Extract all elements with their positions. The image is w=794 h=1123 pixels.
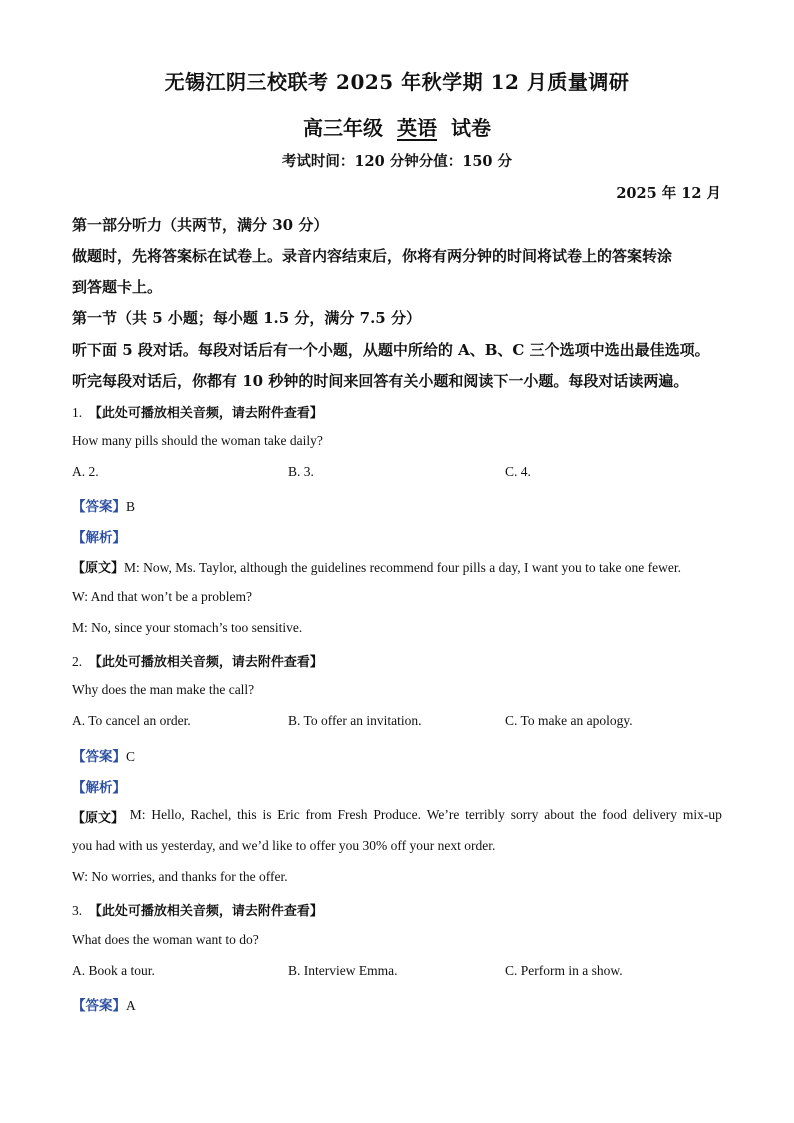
question-3-option-b: B. Interview Emma.: [288, 963, 398, 978]
question-2-analysis: [72, 776, 126, 796]
original-word: Produce.: [373, 807, 421, 822]
part1-heading: 第一部分听力（共两节，满分 30 分）: [72, 216, 329, 234]
question-1-line-3: M: No, since your stomach’s too sensitive.: [72, 620, 303, 635]
question-3-option-a: A. Book a tour.: [72, 963, 155, 978]
answer-tag: 【答案】: [72, 998, 126, 1014]
question-3-option-c: C. Perform in a show.: [505, 963, 623, 978]
original-word: We’re: [426, 807, 460, 822]
original-word: Fresh: [337, 807, 368, 822]
question-1-analysis: [72, 526, 126, 546]
question-1-original: [72, 557, 681, 576]
original-tag: 【原文】: [72, 811, 125, 826]
original-word: delivery: [632, 807, 678, 822]
original-word: this: [237, 807, 257, 822]
question-2-text: Why does the man make the call?: [72, 682, 255, 697]
section1-heading: 第一节（共 5 小题；每小题 1.5 分，满分 7.5 分）: [72, 309, 421, 327]
question-2-option-b: B. To offer an invitation.: [288, 713, 422, 728]
audio-note: 【此处可播放相关音频，请去附件查看】: [88, 904, 323, 919]
original-word: Hello,: [151, 807, 185, 822]
original-word: about: [544, 807, 575, 822]
question-1-header: [72, 402, 323, 421]
original-word: is: [262, 807, 272, 822]
original-word: food: [602, 807, 628, 822]
question-number: 2.: [72, 654, 83, 669]
original-word: terribly: [465, 807, 505, 822]
question-2-original: [72, 807, 722, 826]
question-2-option-c: C. To make an apology.: [505, 713, 633, 728]
question-2-answer: [72, 745, 135, 765]
analysis-tag: 【解析】: [72, 780, 126, 796]
question-3-answer: [72, 994, 136, 1014]
question-number: 3.: [72, 903, 83, 918]
answer-tag: 【答案】: [72, 749, 126, 765]
section1-instruction-line1: 听下面 5 段对话。每段对话后有一个小题，从题中所给的 A、B、C 三个选项中选出最佳选项。: [72, 341, 710, 359]
audio-note: 【此处可播放相关音频，请去附件查看】: [88, 406, 323, 421]
question-2-header: [72, 651, 323, 670]
question-1-text: How many pills should the woman take daily?: [72, 433, 323, 448]
exam-title: 无锡江阴三校联考 2025 年秋学期 12 月质量调研: [164, 70, 630, 94]
original-tag: 【原文】: [72, 561, 125, 576]
original-word: mix-up: [682, 807, 722, 822]
paper-label: 试卷: [451, 116, 491, 140]
exam-subtitle: [0, 112, 794, 141]
question-2-option-a: A. To cancel an order.: [72, 713, 191, 728]
answer-value: A: [126, 998, 136, 1013]
grade-label: 高三年级: [303, 116, 383, 140]
analysis-tag: 【解析】: [72, 530, 126, 546]
question-1-line-2: W: And that won’t be a problem?: [72, 589, 252, 604]
question-2-line-3: W: No worries, and thanks for the offer.: [72, 869, 288, 884]
exam-date: 2025 年 12 月: [616, 185, 721, 202]
question-1-answer: [72, 495, 135, 515]
question-1-option-a: A. 2.: [72, 464, 99, 479]
original-word: the: [580, 807, 597, 822]
part1-instruction-line1: 做题时，先将答案标在试卷上。录音内容结束后，你将有两分钟的时间将试卷上的答案转涂: [72, 247, 673, 265]
original-word: Eric: [277, 807, 300, 822]
section1-instruction-line2: 听完每段对话后，你都有 10 秒钟的时间来回答有关小题和阅读下一小题。每段对话读两遍。: [72, 372, 689, 390]
question-1-option-c: C. 4.: [505, 464, 531, 479]
original-word: Rachel,: [190, 807, 232, 822]
original-word: from: [305, 807, 332, 822]
exam-info: 考试时间：120 分钟分值：150 分: [281, 153, 513, 170]
answer-tag: 【答案】: [72, 499, 126, 515]
original-text: M: Now, Ms. Taylor, although the guidelines recommend four pills a day, I want you to take one fewer.: [124, 560, 682, 575]
original-word: sorry: [510, 807, 539, 822]
question-number: 1.: [72, 405, 83, 420]
question-1-option-b: B. 3.: [288, 464, 314, 479]
subject-label: 英语: [397, 116, 437, 140]
answer-value: C: [126, 749, 136, 764]
answer-value: B: [126, 499, 136, 514]
question-3-text: What does the woman want to do?: [72, 932, 259, 947]
question-3-header: [72, 900, 323, 919]
audio-note: 【此处可播放相关音频，请去附件查看】: [88, 655, 323, 670]
original-word: M:: [129, 807, 146, 822]
question-2-original-line-2: you had with us yesterday, and we’d like to offer you 30% off your next order.: [72, 838, 496, 853]
part1-instruction-line2: 到答题卡上。: [72, 278, 163, 296]
